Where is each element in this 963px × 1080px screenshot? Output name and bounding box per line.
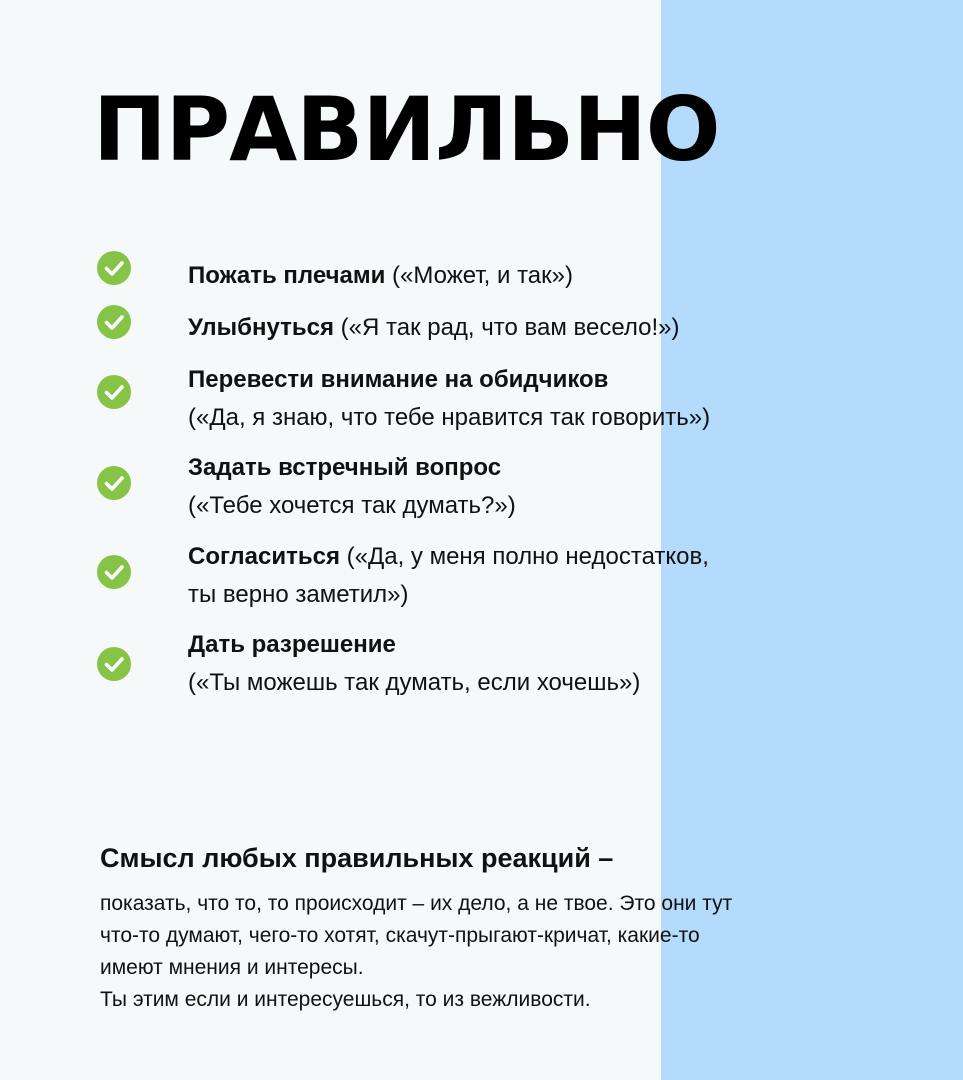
item-quote-text: («Может, и так») <box>385 262 573 289</box>
check-circle-icon <box>97 375 131 409</box>
check-circle-icon <box>97 555 131 589</box>
item-bold-text: Задать встречный вопрос <box>188 454 502 481</box>
item-quote-text: («Я так рад, что вам весело!») <box>333 314 680 341</box>
summary-title: Смысл любых правильных реакций – <box>100 843 614 873</box>
check-circle-icon <box>97 466 131 500</box>
item-bold-text: Пожать плечами <box>188 262 386 289</box>
item-quote-line: («Да, я знаю, что тебе нравится так говорить») <box>188 404 711 431</box>
item-bold-text: Дать разрешение <box>188 631 396 658</box>
item-quote-line: («Ты можешь так думать, если хочешь») <box>188 669 641 696</box>
check-circle-icon <box>97 251 131 285</box>
item-quote-line: ты верно заметил») <box>188 581 409 608</box>
page-title: ПРАВИЛЬНО <box>93 78 720 181</box>
item-bold-text: Улыбнуться <box>188 314 334 341</box>
summary-line: имеют мнения и интересы. <box>100 956 364 979</box>
check-circle-icon <box>97 305 131 339</box>
item-text <box>188 538 868 614</box>
item-text <box>188 257 868 295</box>
summary-line: Ты этим если и интересуешься, то из вежливости. <box>100 988 591 1011</box>
item-text <box>188 626 868 702</box>
item-quote-line: («Тебе хочется так думать?») <box>188 492 516 519</box>
item-text <box>188 361 868 437</box>
item-bold-text: Согласиться <box>188 543 340 570</box>
summary-line: показать, что то, то происходит – их дело, а не твое. Это они тут <box>100 892 733 915</box>
item-bold-text: Перевести внимание на обидчиков <box>188 366 609 393</box>
check-circle-icon <box>97 647 131 681</box>
summary-body <box>100 888 880 1016</box>
item-text <box>188 309 868 347</box>
item-text <box>188 449 868 525</box>
summary-line: что-то думают, чего-то хотят, скачут-прыгают-кричат, какие-то <box>100 924 700 947</box>
item-quote-text: («Да, у меня полно недостатков, <box>339 543 709 570</box>
